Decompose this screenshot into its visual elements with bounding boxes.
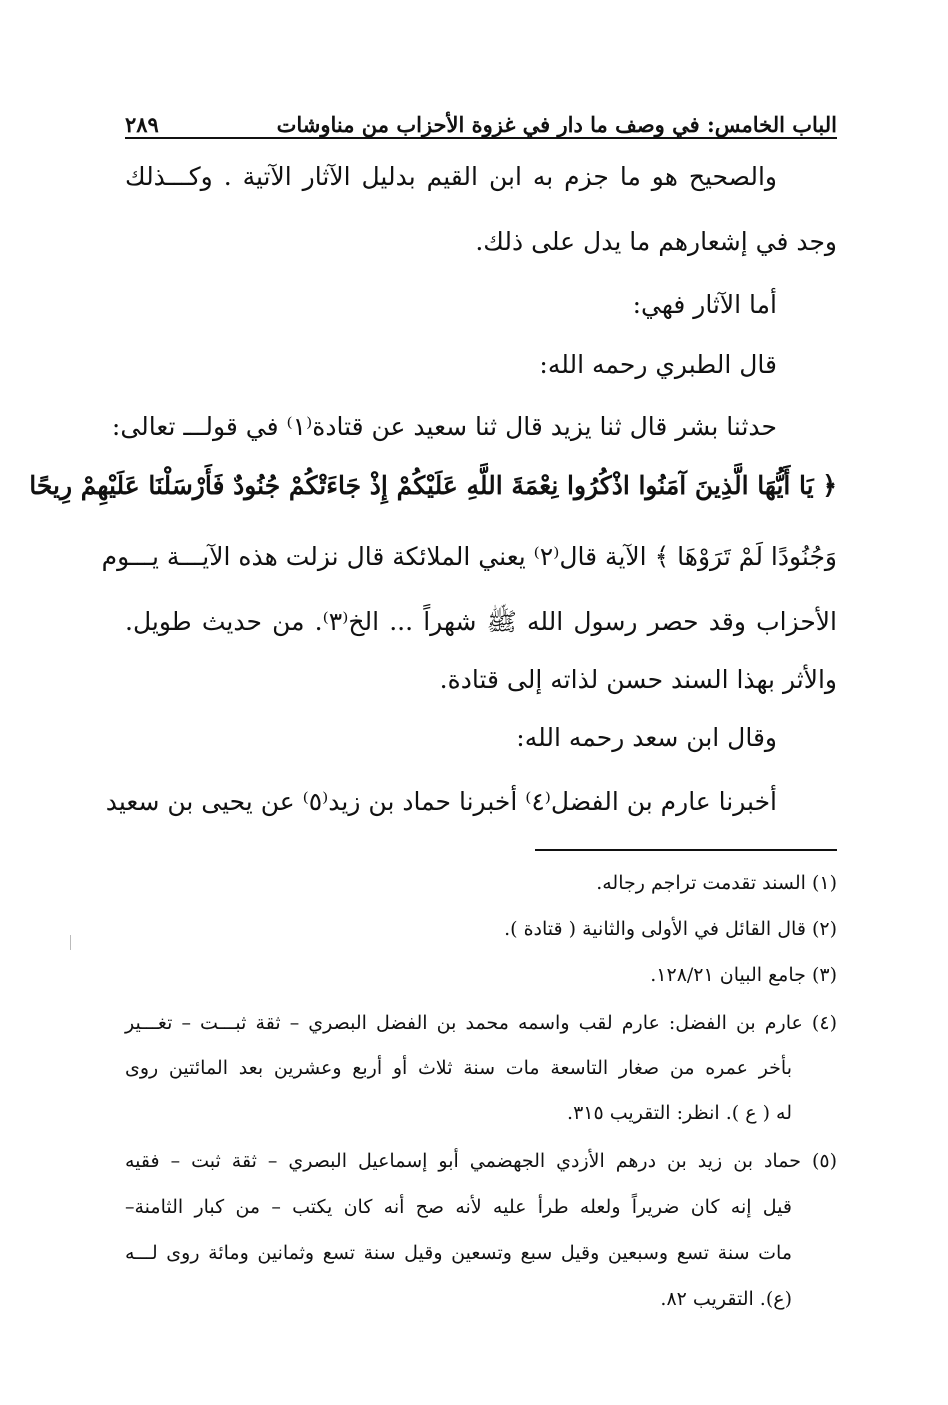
body-line: وجد في إشعارهم ما يدل على ذلك. — [475, 227, 837, 256]
running-header — [125, 103, 837, 137]
scan-artifact — [70, 935, 71, 950]
body-line: الأحزاب وقد حصر رسول الله ﷺ شهراً ... الخ⁽٣⁾. من حديث طويل. — [125, 607, 838, 636]
footnote-line: (١) السند تقدمت تراجم رجاله. — [596, 872, 837, 894]
footnote-line: (٤) عارم بن الفضل: عارم لقب واسمه محمد بن الفضل البصري – ثقة ثبـــت – تغـــير — [125, 1012, 837, 1034]
footnote-line: (ع). التقريب ٨٢. — [660, 1288, 792, 1310]
footnote-line: (٢) قال القائل في الأولى والثانية ( قتادة ). — [504, 918, 837, 940]
footnote-line: بأخر عمره من صغار التاسعة مات سنة ثلاث أو أربع وعشرين بعد المائتين روى — [125, 1057, 792, 1079]
footnote-line: مات سنة تسع وسبعين وقيل سبع وتسعين وقيل سنة تسع وثمانين ومائة روى لـــه — [125, 1242, 792, 1264]
body-line: أما الآثار فهي: — [632, 290, 777, 319]
header-rule — [125, 137, 837, 139]
page-number: ٢٨٩ — [125, 112, 159, 137]
body-line: حدثنا بشر قال ثنا يزيد قال ثنا سعيد عن قتادة⁽١⁾ في قولـــ تعالى: — [111, 412, 777, 441]
quran-verse-line: ﴿ يَا أَيُّهَا الَّذِينَ آمَنُوا اذْكُرُوا نِعْمَةَ اللَّهِ عَلَيْكُمْ إِذْ جَاءَتْكُمْ جُنُودٌ فَأَرْسَلْنَا عَلَيْهِمْ رِيحًا — [29, 471, 837, 500]
body-line: والأثر بهذا السند حسن لذاته إلى قتادة. — [439, 665, 837, 694]
footnote-line: (٣) جامع البيان ١٢٨/٢١. — [650, 964, 837, 986]
footnote-line: قيل إنه كان ضريراً ولعله طرأ عليه لأنه صح أنه كان يكتب – من كبار الثامنة– — [125, 1196, 792, 1218]
chapter-title: الباب الخامس: في وصف ما دار في غزوة الأحزاب من مناوشات — [276, 112, 837, 137]
body-line: أخبرنا عارم بن الفضل⁽٤⁾ أخبرنا حماد بن زيد⁽٥⁾ عن يحيى بن سعيد — [105, 787, 777, 816]
footnote-line: (٥) حماد بن زيد بن درهم الأزدي الجهضمي أبو إسماعيل البصري – ثقة ثبت – فقيه — [125, 1150, 837, 1172]
body-line: والصحيح هو ما جزم به ابن القيم بدليل الآثار الآتية . وكـــذلك — [125, 162, 777, 191]
body-line: وَجُنُودًا لَمْ تَرَوْهَا ﴾ الآية قال⁽٢⁾ يعني الملائكة قال نزلت هذه الآيـــة يـــوم — [101, 542, 837, 571]
body-line: قال الطبري رحمه الله: — [539, 350, 777, 379]
body-line: وقال ابن سعد رحمه الله: — [516, 723, 777, 752]
footnote-separator — [535, 849, 837, 851]
footnote-line: له ( ع ). انظر: التقريب ٣١٥. — [567, 1102, 792, 1124]
